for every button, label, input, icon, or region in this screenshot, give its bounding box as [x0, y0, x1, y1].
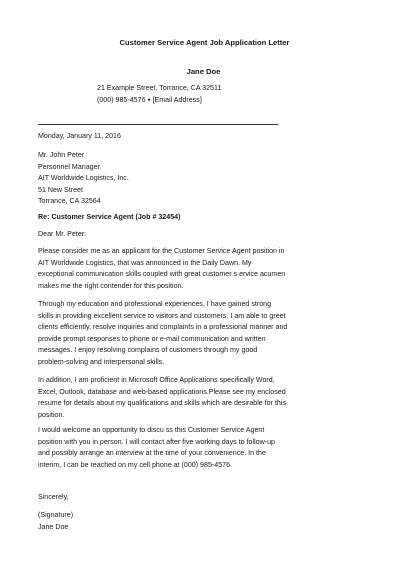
salutation: [38, 229, 368, 241]
paragraph-line: Please consider me as an applicant for the Customer Service Agent position in: [38, 247, 285, 255]
recipient-city: Torrance, CA 32564: [38, 197, 101, 205]
salutation-text: Dear Mr. Peter:: [38, 230, 87, 238]
sender-name: Jane Doe: [186, 67, 221, 76]
paragraph-line: position with you in person. I will contact after five working days to follow-up: [38, 437, 275, 446]
paragraph-line: skills in providing excellent service to visitors and customers. I am able to greet: [38, 311, 286, 320]
subject-line: [38, 212, 368, 224]
header-divider: [38, 124, 278, 125]
paragraph-line: resume for details about my qualifications and skills which are desirable for this: [38, 399, 287, 407]
paragraph-line: clients efficiently, resolve inquiries and complaints in a professional manner and: [38, 323, 288, 331]
recipient-block: [38, 150, 368, 208]
letter-title: Customer Service Agent Job Application Letter: [119, 38, 290, 47]
paragraph-line: and possibly arrange an interview at the time of your convenience. In the: [38, 449, 266, 457]
recipient-name: Mr. John Peter: [38, 151, 85, 159]
recipient-company: AIT Worldwide Logistics, Inc.: [38, 174, 129, 182]
closing-text: Sincerely,: [38, 493, 69, 501]
paragraph-3: [38, 375, 368, 421]
sender-address-block: [97, 83, 221, 106]
subject-text: Re: Customer Service Agent (Job # 32454): [38, 213, 181, 221]
paragraph-line: interim, I can be reached on my cell phone at (000) 985-4576.: [38, 460, 233, 469]
signature-placeholder: (Signature): [38, 511, 74, 519]
paragraph-line: position.: [38, 410, 65, 419]
paragraph-line: In addition, I am proficient in Microsoft Office Applications specifically Word,: [38, 376, 275, 384]
sender-street: 21 Example Street, Torrance, CA 32511: [97, 84, 222, 92]
bullet-separator: ●: [147, 96, 151, 103]
letter-date: [38, 131, 368, 143]
paragraph-line: problem-solving and interpersonal skills.: [38, 357, 165, 366]
sender-contact-line: [97, 95, 221, 107]
sender-phone: (000) 985-4576: [97, 95, 146, 104]
paragraph-1: [38, 246, 368, 292]
signer-name: Jane Doe: [38, 522, 69, 531]
paragraph-2: [38, 299, 368, 368]
paragraph-line: Through my education and professional experiences, I have gained strong: [38, 300, 272, 308]
recipient-title: Personnel Manager: [38, 162, 100, 171]
recipient-street: 51 New Street: [38, 185, 83, 194]
paragraph-4: [38, 425, 368, 471]
paragraph-line: makes me the right contender for this position.: [38, 281, 184, 290]
paragraph-line: messages. I enjoy resolving complains of customers through my good: [38, 346, 258, 354]
date-text: Monday, January 11, 2016: [38, 132, 121, 140]
paragraph-line: I would welcome an opportunity to discu ss this Customer Service Agent: [38, 426, 265, 434]
signature-block: [38, 510, 368, 533]
paragraph-line: exceptional communication skills coupled with great customer s ervice acumen: [38, 270, 286, 278]
closing: [38, 492, 368, 504]
paragraph-line: Excel, Outlook, database and web-based applications.Please see my enclosed: [38, 387, 286, 396]
paragraph-line: AIT Worldwide Logistics, that was announced in the Daily Dawn. My: [38, 258, 252, 267]
paragraph-line: provide prompt responses to phone or e-mail communication and written: [38, 334, 266, 343]
sender-email: [Email Address]: [152, 95, 202, 104]
